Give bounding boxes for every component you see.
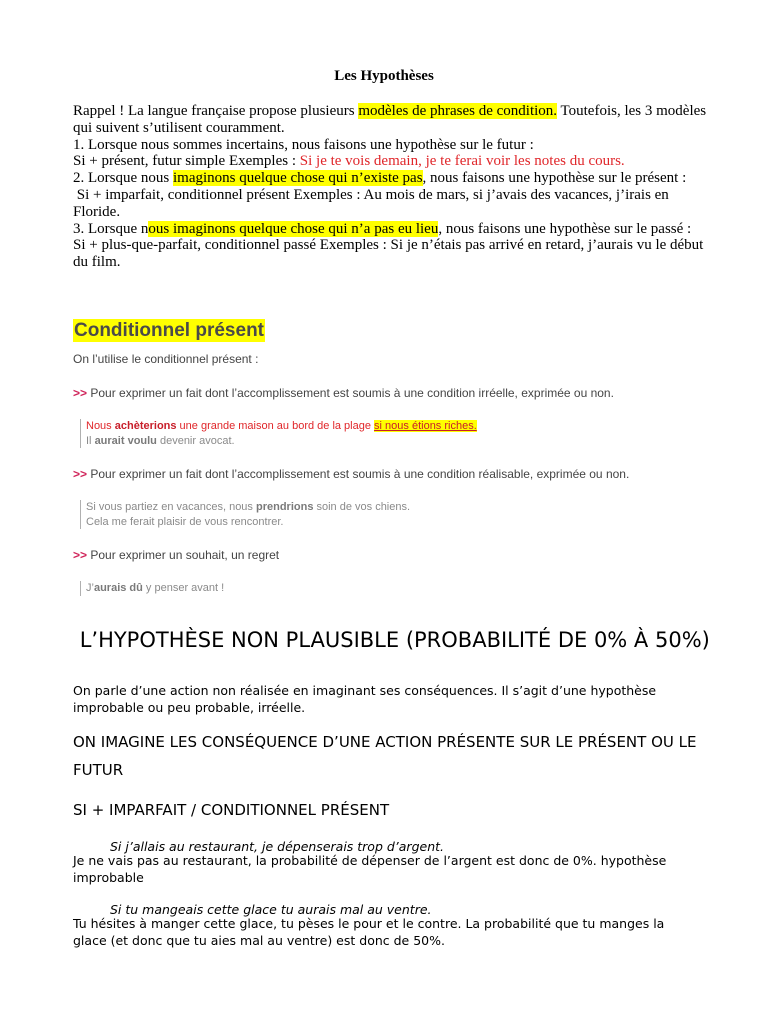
example-line bbox=[86, 500, 410, 515]
item-text: 2. Lorsque nous bbox=[73, 170, 173, 187]
rule-text: Si + présent, futur simple Exemples : bbox=[73, 153, 300, 170]
arrow-icon: >> bbox=[73, 548, 88, 562]
section-heading-conditionnel: Conditionnel présent bbox=[74, 320, 264, 341]
usage-line-3 bbox=[73, 548, 713, 563]
item-text: 3. Lorsque n bbox=[73, 220, 149, 237]
example-sentence-1: Si j’allais au restaurant, je dépenserais trop d’argent. bbox=[110, 839, 444, 854]
example-text: devenir avocat. bbox=[156, 434, 235, 447]
example-explanation-1: Je ne vais pas au restaurant, la probabilité de dépenser de l’argent est donc de 0%. hypothèse improbable bbox=[73, 853, 667, 885]
usage-text: Pour exprimer un fait dont l’accomplissement est soumis à une condition réalisable, exprimée ou non. bbox=[87, 467, 630, 481]
section-heading-non-plausible: L’HYPOTHÈSE NON PLAUSIBLE (PROBABILITÉ DE 0% À 50%) bbox=[73, 628, 710, 652]
page-title: Les Hypothèses bbox=[334, 68, 434, 84]
example-explanation-2: Tu hésites à manger cette glace, tu pèses le pour et le contre. La probabilité que tu manges la glace (et donc que tu aies mal au ventre) est donc de 50%. bbox=[73, 916, 665, 948]
item-text: , nous faisons une hypothèse sur le passé : bbox=[438, 220, 692, 237]
example-text: y penser avant ! bbox=[142, 582, 225, 594]
item-1-heading: 1. Lorsque nous sommes incertains, nous faisons une hypothèse sur le futur : bbox=[73, 136, 534, 153]
item-1-rule bbox=[73, 153, 713, 170]
verb-text: aurais dû bbox=[93, 582, 143, 594]
subheading-consequence: ON IMAGINE LES CONSÉQUENCE D’UNE ACTION PRÉSENTE SUR LE PRÉSENT OU LE FUTUR bbox=[73, 733, 697, 779]
intro-paragraph bbox=[73, 103, 713, 137]
example-text: Si je te vois demain, je te ferai voir les notes du cours. bbox=[299, 153, 625, 170]
intro-section bbox=[73, 103, 713, 271]
non-plausible-paragraph: On parle d’une action non réalisée en imaginant ses conséquences. Il s’agit d’une hypothèse improbable ou peu probable, irréelle. bbox=[73, 683, 657, 715]
highlight-text: imaginons quelque chose qui n’existe pas bbox=[173, 170, 423, 187]
item-3-rule: Si + plus-que-parfait, conditionnel passé Exemples : Si je n’étais pas arrivé en retard, j’aurais vu le début du film. bbox=[73, 237, 704, 271]
item-3-heading bbox=[73, 221, 713, 238]
example-text: soin de vos chiens. bbox=[313, 501, 411, 513]
example-line bbox=[86, 419, 477, 434]
section-intro: On l’utilise le conditionnel présent : bbox=[73, 352, 259, 366]
verb-text: prendrions bbox=[255, 501, 314, 513]
example-text: Il bbox=[86, 434, 95, 447]
item-2-heading bbox=[73, 170, 713, 187]
example-text: une grande maison au bord de la plage bbox=[176, 420, 375, 432]
usage-text: Pour exprimer un souhait, un regret bbox=[87, 548, 280, 562]
example-block-1 bbox=[80, 419, 477, 448]
highlight-text: ous imaginons quelque chose qui n’a pas eu lieu bbox=[148, 220, 439, 237]
item-2-rule: Si + imparfait, conditionnel présent Exemples : Au mois de mars, si j’avais des vacances, j’irais en Floride. bbox=[73, 186, 673, 220]
example-text: Si vous partiez en vacances, nous bbox=[86, 501, 256, 513]
arrow-icon: >> bbox=[73, 467, 88, 481]
example-line bbox=[86, 434, 477, 449]
highlight-text: modèles de phrases de condition. bbox=[358, 103, 558, 119]
usage-line-1 bbox=[73, 386, 713, 401]
example-sentence-2: Si tu mangeais cette glace tu aurais mal au ventre. bbox=[110, 902, 432, 917]
intro-text: Toutefois, les 3 modèles qui suivent s’utilisent couramment. bbox=[73, 103, 707, 136]
highlight-text: si nous étions riches. bbox=[374, 420, 477, 432]
verb-text: aurait voulu bbox=[94, 434, 157, 447]
usage-line-2 bbox=[73, 467, 713, 482]
item-text: , nous faisons une hypothèse sur le présent : bbox=[422, 170, 687, 187]
example-text: J’ bbox=[86, 582, 94, 594]
example-line: Cela me ferait plaisir de vous rencontrer. bbox=[86, 515, 284, 528]
verb-text: achèterions bbox=[114, 420, 177, 432]
usage-text: Pour exprimer un fait dont l’accomplissement est soumis à une condition irréelle, exprimée ou non. bbox=[87, 386, 614, 400]
intro-text: Rappel ! La langue française propose plusieurs bbox=[73, 103, 359, 119]
subheading-formula: SI + IMPARFAIT / CONDITIONNEL PRÉSENT bbox=[73, 801, 390, 819]
example-block-2 bbox=[80, 500, 410, 529]
example-text: Nous bbox=[86, 420, 115, 432]
arrow-icon: >> bbox=[73, 386, 88, 400]
example-block-3 bbox=[80, 581, 224, 596]
